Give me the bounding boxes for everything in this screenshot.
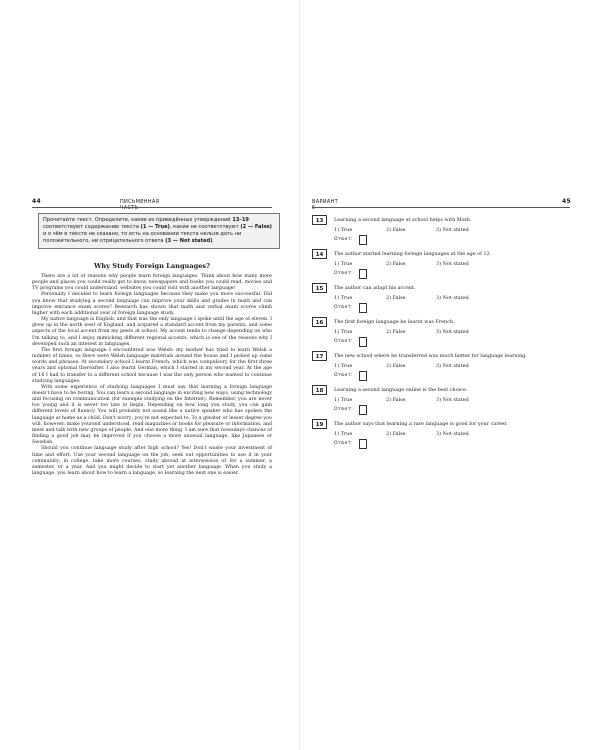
answer-box[interactable] (359, 303, 367, 313)
answer-box[interactable] (359, 337, 367, 347)
option-not-stated: 3) Not stated (436, 363, 469, 369)
answer-box[interactable] (359, 269, 367, 279)
question-text: The author can adapt his accent. (334, 285, 416, 291)
option-not-stated: 3) Not stated (436, 227, 469, 233)
option-not-stated: 3) Not stated (436, 431, 469, 437)
question-text: Learning a second language online is the best choice. (334, 387, 468, 393)
right-page-number: 45 (562, 198, 571, 205)
task-instruction (38, 213, 280, 249)
option-true: 1) True (334, 329, 353, 335)
question-number: 18 (312, 385, 327, 395)
instruction-text: и о чём в тексте не сказано, то есть на основании текста нельзя дать ни положительного, ни отрицательного ответа (43, 231, 242, 244)
option-false: 2) False (386, 227, 406, 233)
question-number: 15 (312, 283, 327, 293)
question-text: The first foreign language he learnt was French. (334, 319, 455, 325)
question-text: The author started learning foreign languages at the age of 12. (334, 251, 492, 257)
answer-box[interactable] (359, 371, 367, 381)
option-true: 1) True (334, 363, 353, 369)
article-paragraph: With some experience of studying languages I must say that learning a foreign language doesn't have to be boring. You can learn a second language in exciting new ways, using technology and focusing on communication (for example studying on the Internet). Remember, you are never too young and it is never too late to begin. Depending on how long you study, you can gain different levels of fluency. You will probably not sound like a native speaker who has spoken the language at home as a child. Don't worry; you're not expected to. To a greater or lesser degree you will, however, make yourself understood, read magazines or books for pleasure or information, and meet and talk with new groups of people. And one more thing. I am sure that nowadays chances of finding a good job may be improved if you choose a more unusual language, like Japanese or Swedish. (32, 384, 272, 446)
right-section-title: ВАРИАНТ 5 (312, 199, 338, 211)
question-number: 16 (312, 317, 327, 327)
answer-label: Ответ: (334, 441, 354, 446)
right-page (302, 0, 600, 750)
instruction-text: . (212, 238, 215, 244)
instruction-not-stated-label: (3 — Not stated) (165, 238, 213, 244)
left-page-number: 44 (32, 198, 41, 205)
right-header-rule (312, 207, 570, 208)
article-paragraph: My native language is English, and that was the only language I spoke until the age of eleven. I grew up in the north west of England, and acquired a standard accent from my parents, and some aspects of the local accent from my peers at school. My accent tends to change depending on who I'm talking to, and I enjoy mimicking different regional accents, which is one of the reasons why I developed such an interest in languages. (32, 317, 272, 347)
option-true: 1) True (334, 295, 353, 301)
answer-label: Ответ: (334, 271, 354, 276)
left-page (0, 0, 298, 750)
answer-label: Ответ: (334, 237, 354, 242)
answer-label: Ответ: (334, 407, 354, 412)
left-section-title: ПИСЬМЕННАЯ ЧАСТЬ (120, 199, 160, 211)
question-text: The author says that learning a rare language is good for your career. (334, 421, 508, 427)
instruction-text: соответствуют содержанию текста (43, 224, 141, 230)
answer-box[interactable] (359, 405, 367, 415)
option-false: 2) False (386, 363, 406, 369)
option-false: 2) False (386, 295, 406, 301)
instruction-text: , какие не соответствуют (169, 224, 241, 230)
article-paragraph: Personally I decided to learn foreign languages because they make you more successful. Did you know that studying a second language can improve your skills and grades in math and can improve entrance exam scores? Research has shown that math and verbal exam scores climb higher with each additional year of foreign language study. (32, 292, 272, 316)
instruction-false-label: (2 — False) (240, 224, 273, 230)
option-true: 1) True (334, 397, 353, 403)
option-not-stated: 3) Not stated (436, 397, 469, 403)
question-number: 14 (312, 249, 327, 259)
question-number: 19 (312, 419, 327, 429)
option-false: 2) False (386, 397, 406, 403)
article-paragraph: Should you continue language study after high school? Yes! Don't waste your investment of time and effort. Use your second language on the job; seek out opportunities to use it in your community; in college, take more courses, study abroad at intersession or for a summer, a semester, or a year. And you might decide to start yet another language. When you study a language, you learn about how to learn a language, so learning the next one is easier. (32, 446, 272, 476)
instruction-true-label: (1 — True) (140, 224, 170, 230)
option-not-stated: 3) Not stated (436, 261, 469, 267)
question-number: 13 (312, 215, 327, 225)
option-not-stated: 3) Not stated (436, 329, 469, 335)
instruction-text: Прочитайте текст. Определите, какие из приведённых утверждений (43, 217, 233, 223)
book-spine (299, 0, 300, 750)
question-text: The new school where he transferred was much better for language learning. (334, 353, 527, 359)
option-true: 1) True (334, 261, 353, 267)
option-false: 2) False (386, 261, 406, 267)
option-not-stated: 3) Not stated (436, 295, 469, 301)
question-number: 17 (312, 351, 327, 361)
answer-label: Ответ: (334, 339, 354, 344)
option-false: 2) False (386, 431, 406, 437)
question-text: Learning a second language at school helps with Math. (334, 217, 472, 223)
option-true: 1) True (334, 227, 353, 233)
article-paragraph: The first foreign language I encountered was Welsh: my mother has tried to learn Welsh a number of times, so there were Welsh language materials around the house and I picked up some words and phrases. At secondary school I learnt French, which was compulsory for the first three years and optional thereafter. I also learnt German, which I started in my second year. At the age of 16 I had to transfer to a different school because I was the only person who wanted to continue studying languages. (32, 347, 272, 384)
option-false: 2) False (386, 329, 406, 335)
article-paragraph: There are a lot of reasons why people learn foreign languages. Think about how many more people and places you could really get to know, newspapers and books you could read, movies and TV programs you could understand, websites you could visit with another language! (32, 274, 272, 292)
answer-label: Ответ: (334, 305, 354, 310)
article-body (32, 274, 272, 477)
option-true: 1) True (334, 431, 353, 437)
article-title: Why Study Foreign Languages? (93, 262, 211, 270)
answer-label: Ответ: (334, 373, 354, 378)
instruction-range: 13–19 (232, 217, 249, 223)
answer-box[interactable] (359, 235, 367, 245)
left-header-rule (32, 207, 272, 208)
answer-box[interactable] (359, 439, 367, 449)
